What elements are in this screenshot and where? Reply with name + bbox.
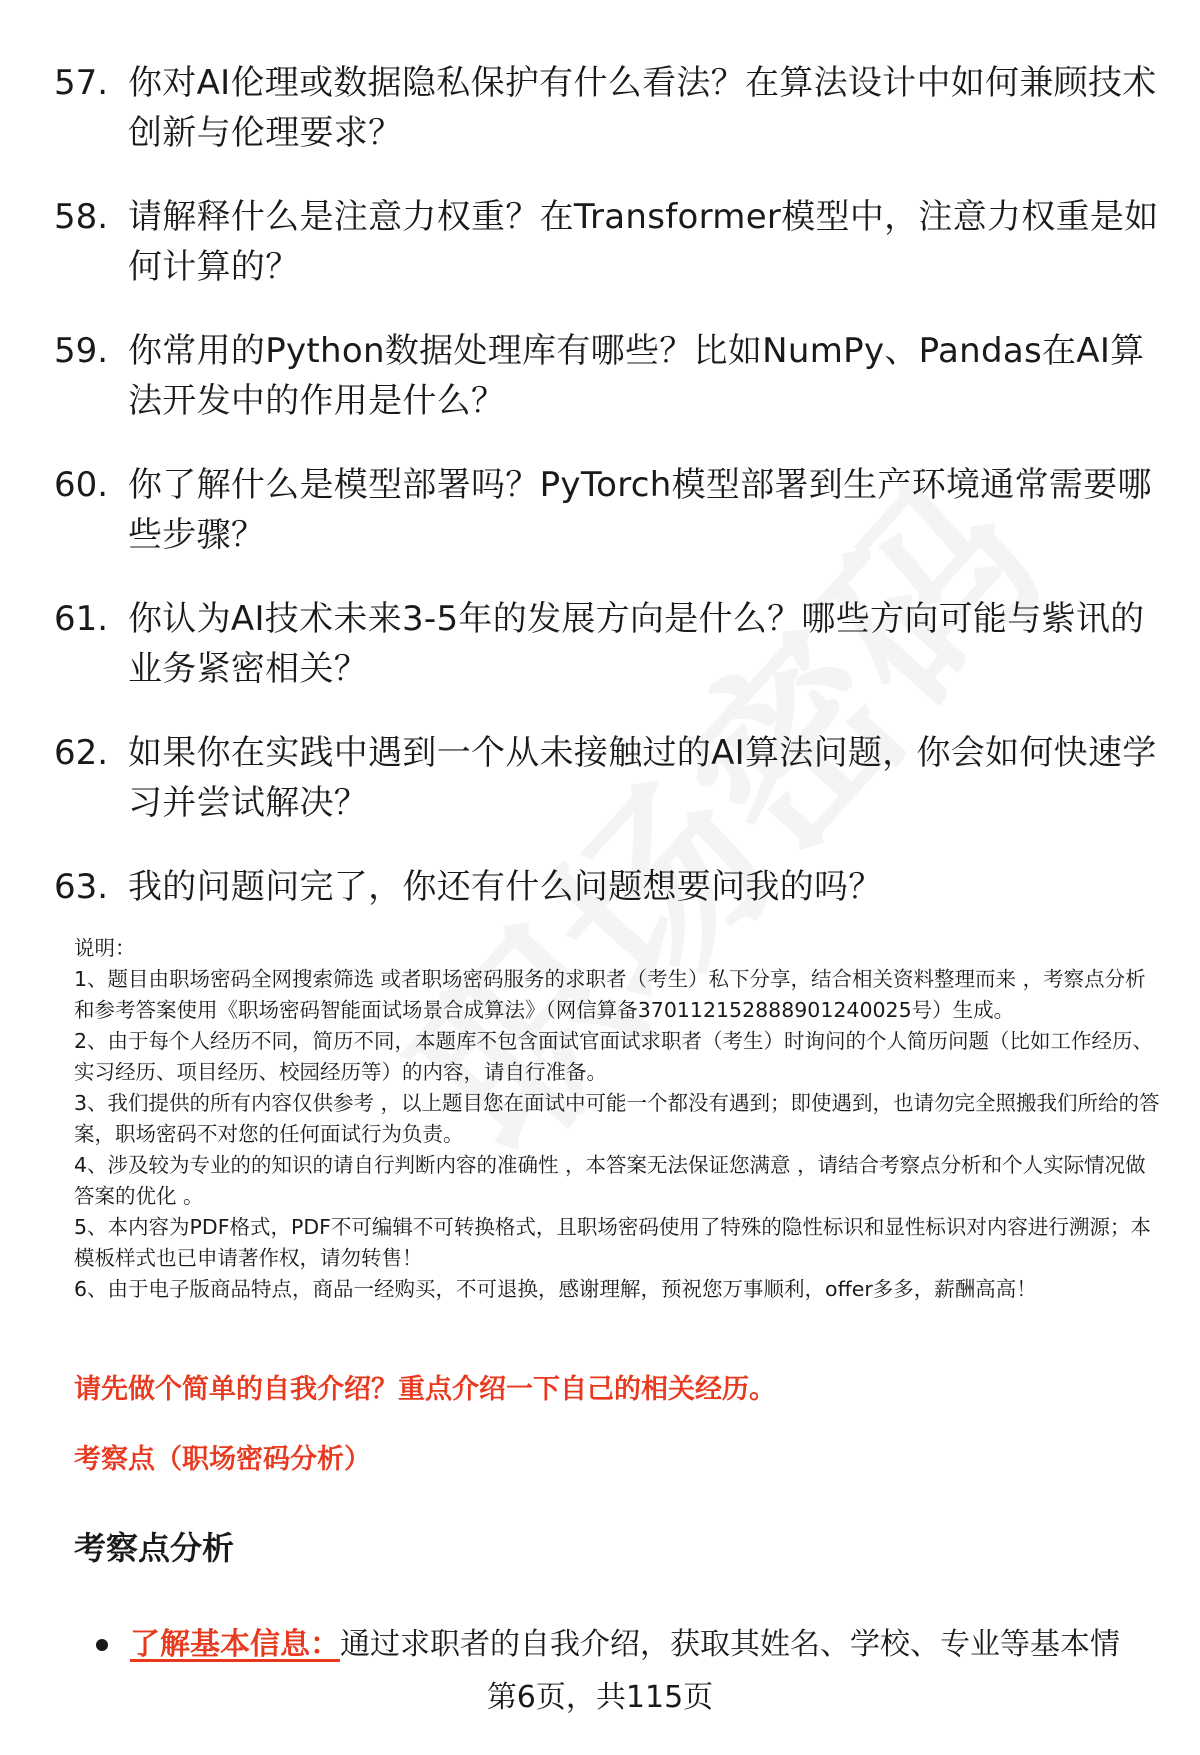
bullet-key: 了解基本信息： [130,1627,340,1662]
question-item [54,728,1164,828]
bullet-content [130,1622,1120,1668]
question-item [54,58,1164,158]
question-text: 你对AI伦理或数据隐私保护有什么看法？在算法设计中如何兼顾技术创新与伦理要求？ [128,63,1157,153]
notes-title: 说明： [74,936,136,960]
note-item: 3、我们提供的所有内容仅供参考 ，以上题目您在面试中可能一个都没有遇到；即使遇到，也请勿完全照搬我们所给的答案，职场密码不对您的任何面试行为负责。 [74,1091,1160,1146]
question-number: 58. [54,197,109,237]
question-number: 57. [54,63,109,103]
question-number: 61. [54,599,109,639]
note-item: 5、本内容为PDF格式，PDF不可编辑不可转换格式，且职场密码使用了特殊的隐性标识和显性标识对内容进行溯源；本模板样式也已申请著作权，请勿转售！ [74,1215,1151,1270]
page-footer: 第6页，共115页 [486,1680,714,1715]
bullet-text: 通过求职者的自我介绍，获取其姓名、学校、专业等基本情 [340,1627,1120,1662]
question-text: 如果你在实践中遇到一个从未接触过的AI算法问题，你会如何快速学习并尝试解决？ [128,733,1157,823]
question-item [54,862,1164,912]
question-text: 你常用的Python数据处理库有哪些？比如NumPy、Pandas在AI算法开发中的作用是什么？ [128,331,1145,421]
analysis-subtitle: 考察点（职场密码分析） [74,1444,371,1475]
bullet-item [96,1622,1156,1668]
question-number: 59. [54,331,109,371]
question-item [54,460,1164,560]
interview-question: 请先做个简单的自我介绍？重点介绍一下自己的相关经历。 [74,1374,776,1405]
note-item: 1、题目由职场密码全网搜索筛选 或者职场密码服务的求职者（考生）私下分享，结合相关资料整理而来 ，考察点分析和参考答案使用《职场密码智能面试场景合成算法》（网信算备370112152888901240025号）生成。 [74,967,1146,1022]
question-number: 62. [54,733,109,773]
question-item [54,594,1164,694]
question-item [54,326,1164,426]
section-title: 考察点分析 [74,1529,235,1567]
question-text: 你认为AI技术未来3-5年的发展方向是什么？哪些方向可能与紫讯的业务紧密相关？ [128,599,1145,689]
question-list [54,58,1164,946]
question-text: 请解释什么是注意力权重？在Transformer模型中，注意力权重是如何计算的？ [128,197,1159,287]
notes-section [74,933,1160,1305]
question-number: 60. [54,465,109,505]
question-number: 63. [54,867,109,907]
question-text: 你了解什么是模型部署吗？PyTorch模型部署到生产环境通常需要哪些步骤？ [128,465,1152,555]
note-item: 2、由于每个人经历不同，简历不同，本题库不包含面试官面试求职者（考生）时询问的个人简历问题（比如工作经历、实习经历、项目经历、校园经历等）的内容，请自行准备。 [74,1029,1154,1084]
bullet-dot-icon [96,1639,108,1651]
note-item: 6、由于电子版商品特点，商品一经购买，不可退换，感谢理解，预祝您万事顺利，offer多多，薪酬高高！ [74,1277,1037,1301]
note-item: 4、涉及较为专业的的知识的请自行判断内容的准确性 ，本答案无法保证您满意 ，请结合考察点分析和个人实际情况做答案的优化 。 [74,1153,1146,1208]
question-text: 我的问题问完了，你还有什么问题想要问我的吗？ [128,867,883,907]
question-item [54,192,1164,292]
